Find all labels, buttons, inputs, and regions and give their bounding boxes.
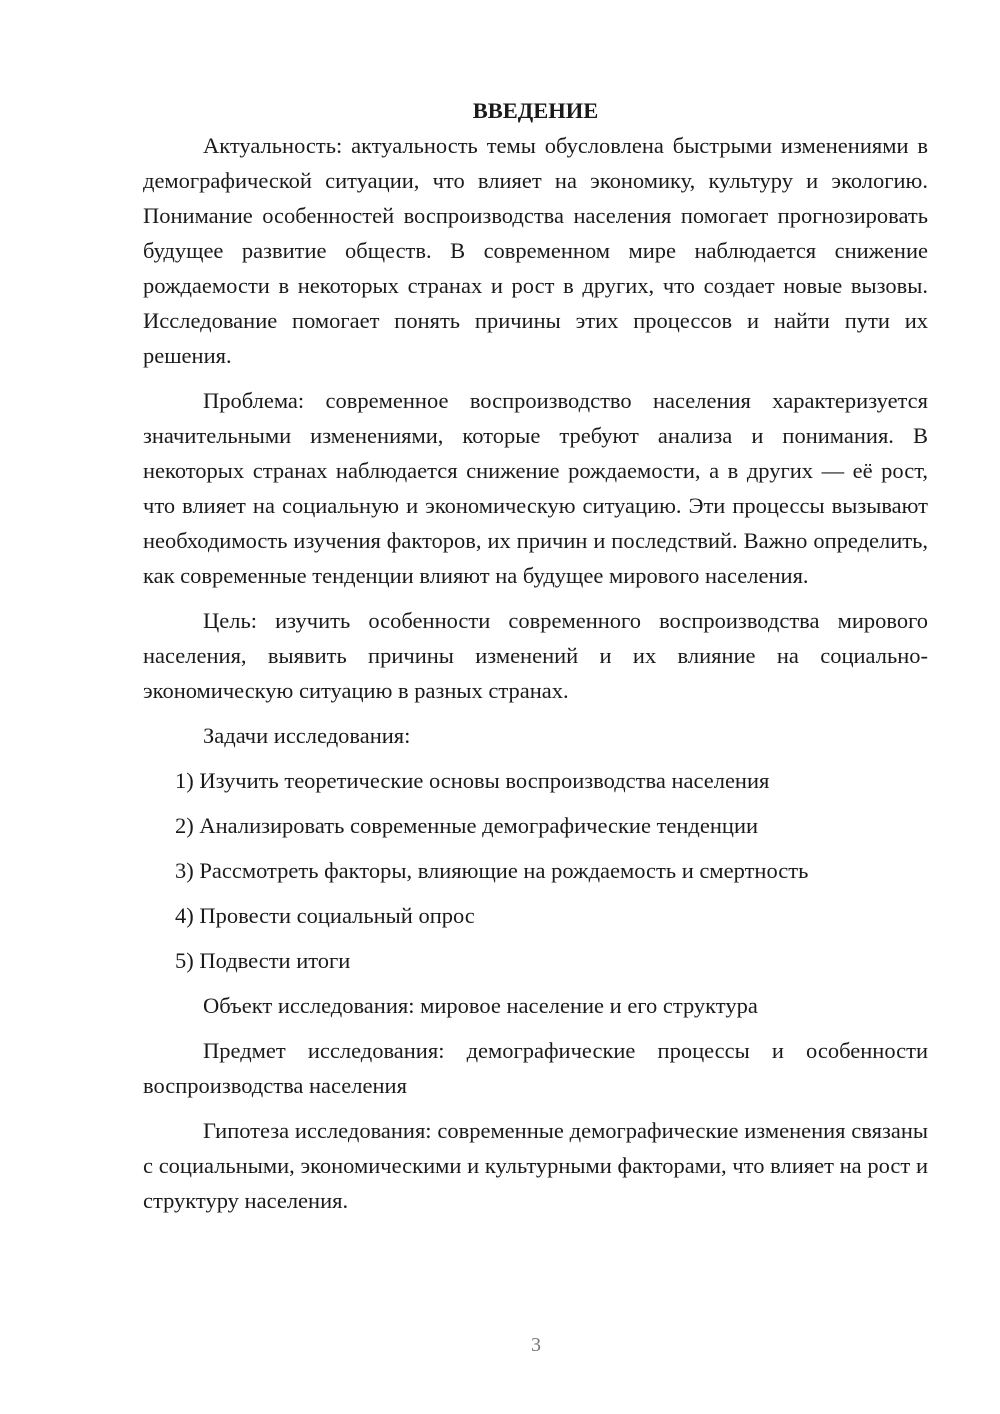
task-item: 3) Рассмотреть факторы, влияющие на рождаемость и смертность — [175, 858, 809, 883]
tasks-heading: Задачи исследования: — [203, 723, 411, 748]
task-item: 4) Провести социальный опрос — [175, 903, 475, 928]
goal-paragraph: Цель: изучить особенности современного воспроизводства мирового населения, выявить причины изменений и их влияние на социально-экономическую ситуацию в разных странах. — [143, 608, 928, 703]
problem-paragraph: Проблема: современное воспроизводство населения характеризуется значительными изменениями, которые требуют анализа и понимания. В некоторых странах наблюдается снижение рождаемости, а в других — её рост, что влияет на социальную и экономическую ситуацию. Эти процессы вызывают необходимость изучения факторов, их причин и последствий. Важно определить, как современные тенденции влияют на будущее мирового населения. — [143, 388, 928, 588]
tasks-list — [143, 763, 928, 978]
page-number: 3 — [531, 1334, 541, 1356]
relevance-paragraph: Актуальность: актуальность темы обусловлена быстрыми изменениями в демографической ситуации, что влияет на экономику, культуру и экологию. Понимание особенностей воспроизводства населения помогает прогнозировать будущее развитие обществ. В современном мире наблюдается снижение рождаемости в некоторых странах и рост в других, что создает новые вызовы. Исследование помогает понять причины этих процессов и найти пути их решения. — [143, 133, 928, 368]
task-item: 5) Подвести итоги — [175, 948, 351, 973]
page-content — [143, 93, 928, 1218]
subject-paragraph: Предмет исследования: демографические процессы и особенности воспроизводства населения — [143, 1038, 928, 1098]
task-item: 1) Изучить теоретические основы воспроизводства населения — [175, 768, 770, 793]
hypothesis-paragraph: Гипотеза исследования: современные демографические изменения связаны с социальными, экономическими и культурными факторами, что влияет на рост и структуру населения. — [143, 1118, 928, 1213]
section-title: ВВЕДЕНИЕ — [472, 98, 599, 123]
object-paragraph: Объект исследования: мировое население и его структура — [203, 993, 758, 1018]
task-item: 2) Анализировать современные демографические тенденции — [175, 813, 759, 838]
